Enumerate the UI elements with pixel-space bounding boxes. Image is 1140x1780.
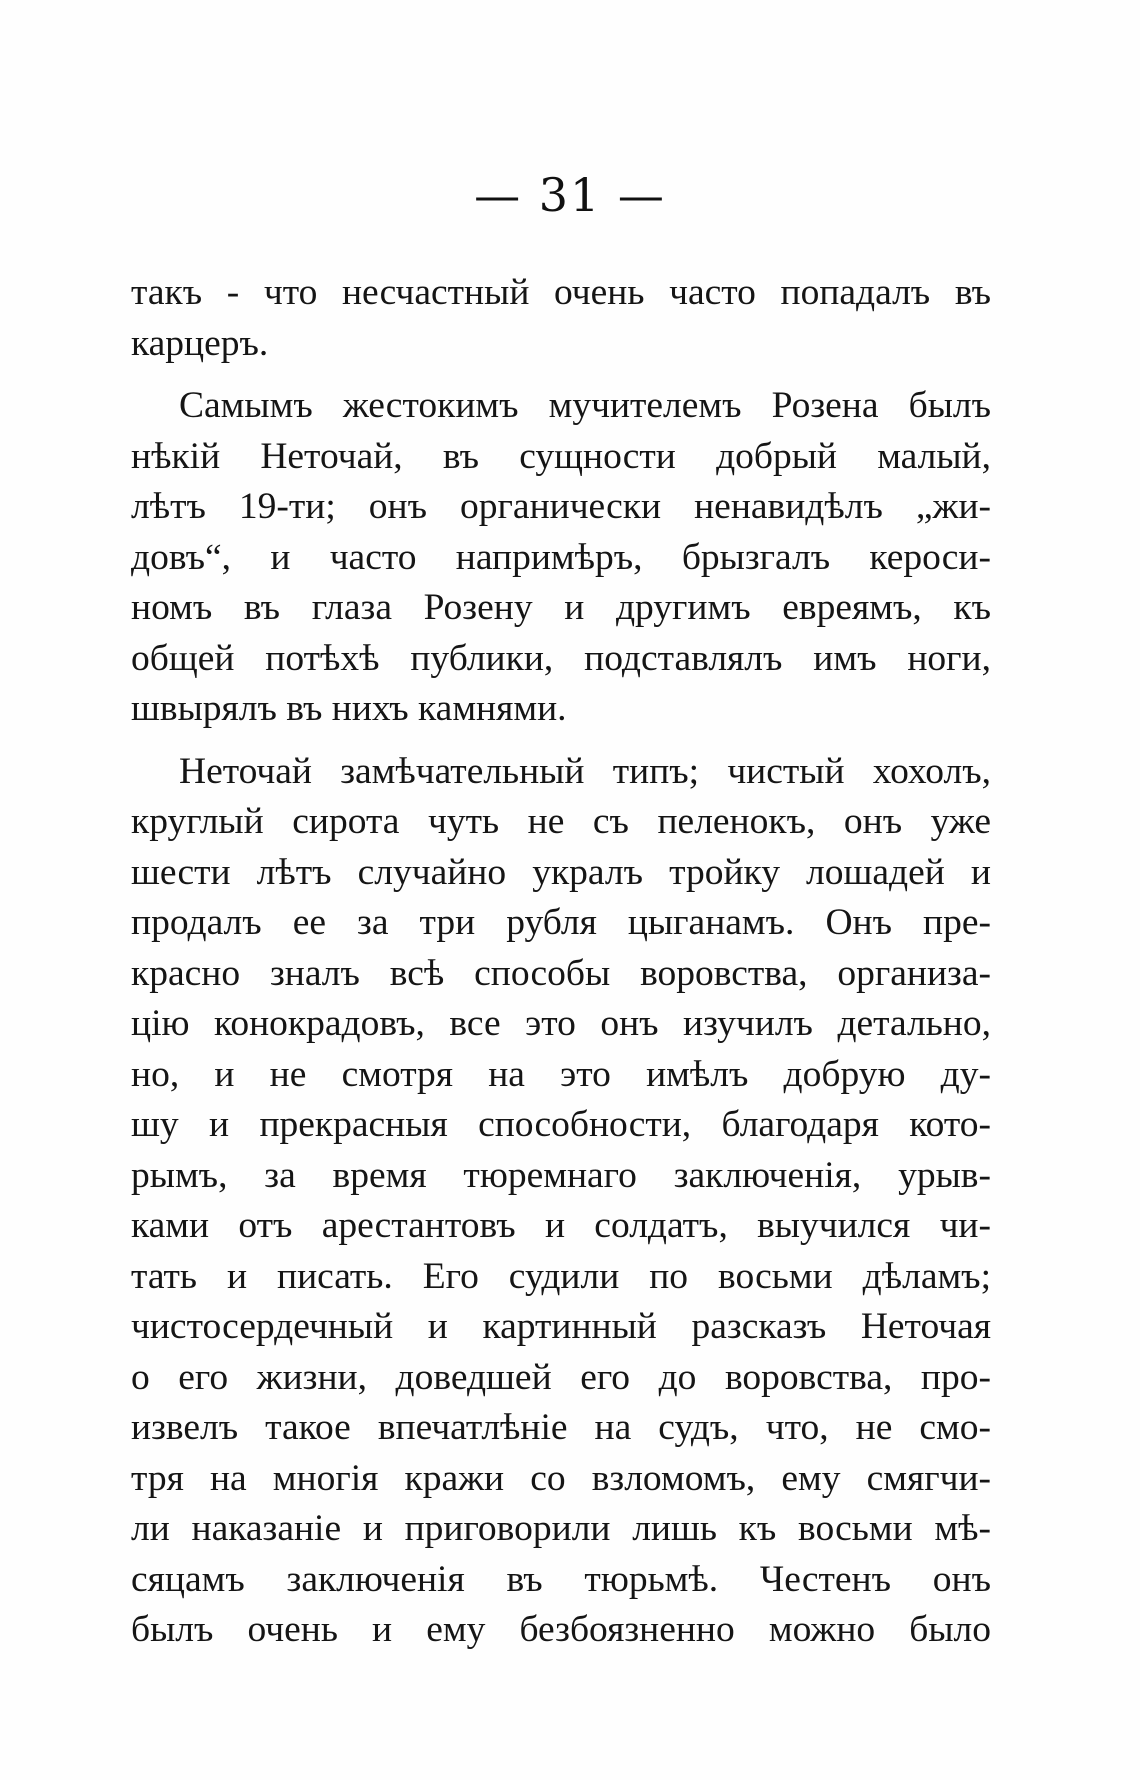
text-line: лѣтъ 19-ти; онъ органически ненавидѣлъ „жи-	[131, 486, 991, 527]
text-line: сяцамъ заключенія въ тюрьмѣ. Честенъ онъ	[131, 1558, 991, 1600]
text-line: тря на многія кражи со взломомъ, ему смягчи-	[131, 1457, 991, 1499]
paragraph	[131, 381, 991, 735]
text-line: тать и писать. Его судили по восьми дѣламъ;	[131, 1255, 991, 1297]
paragraph	[131, 268, 991, 369]
text-line: продалъ ее за три рубля цыганамъ. Онъ пре-	[131, 902, 991, 943]
text-line: былъ очень и ему безбоязненно можно было	[131, 1609, 991, 1650]
text-line: извелъ такое впечатлѣніе на судъ, что, не смо-	[131, 1407, 991, 1448]
text-line: круглый сирота чуть не съ пеленокъ, онъ уже	[131, 801, 991, 842]
text-line: цію конокрадовъ, все это онъ изучилъ детально,	[131, 1003, 991, 1044]
text-line: ли наказаніе и приговорили лишь къ восьми мѣ-	[131, 1508, 991, 1549]
text-line: красно зналъ всѣ способы воровства, организа-	[131, 952, 991, 994]
text-line: чистосердечный и картинный разсказъ Неточая	[131, 1306, 991, 1347]
text-line: такъ - что несчастный очень часто попадалъ въ	[131, 272, 991, 313]
text-line: ками отъ арестантовъ и солдатъ, выучился чи-	[131, 1205, 991, 1246]
paragraph	[131, 747, 991, 1656]
text-line: карцеръ.	[131, 322, 269, 364]
text-line: номъ въ глаза Розену и другимъ евреямъ, къ	[131, 587, 991, 628]
text-line: общей потѣхѣ публики, подставлялъ имъ ноги,	[131, 637, 991, 679]
body-text	[131, 268, 991, 1656]
text-line: о его жизни, доведшей его до воровства, про-	[131, 1356, 991, 1398]
page-number: — 31 —	[474, 168, 666, 222]
text-line: нѣкій Неточай, въ сущности добрый малый,	[131, 435, 991, 477]
text-line: Самымъ жестокимъ мучителемъ Розена былъ	[179, 385, 991, 426]
text-line: шу и прекрасныя способности, благодаря кото-	[131, 1104, 991, 1145]
text-line: Неточай замѣчательный типъ; чистый хохолъ,	[179, 750, 991, 792]
text-line: довъ“, и часто напримѣръ, брызгалъ кероси-	[131, 536, 991, 578]
text-line: шести лѣтъ случайно укралъ тройку лошадей и	[131, 851, 991, 893]
text-line: рымъ, за время тюремнаго заключенія, урыв-	[131, 1154, 991, 1196]
text-line: швырялъ въ нихъ камнями.	[131, 688, 567, 729]
text-line: но, и не смотря на это имѣлъ добрую ду-	[131, 1053, 991, 1095]
